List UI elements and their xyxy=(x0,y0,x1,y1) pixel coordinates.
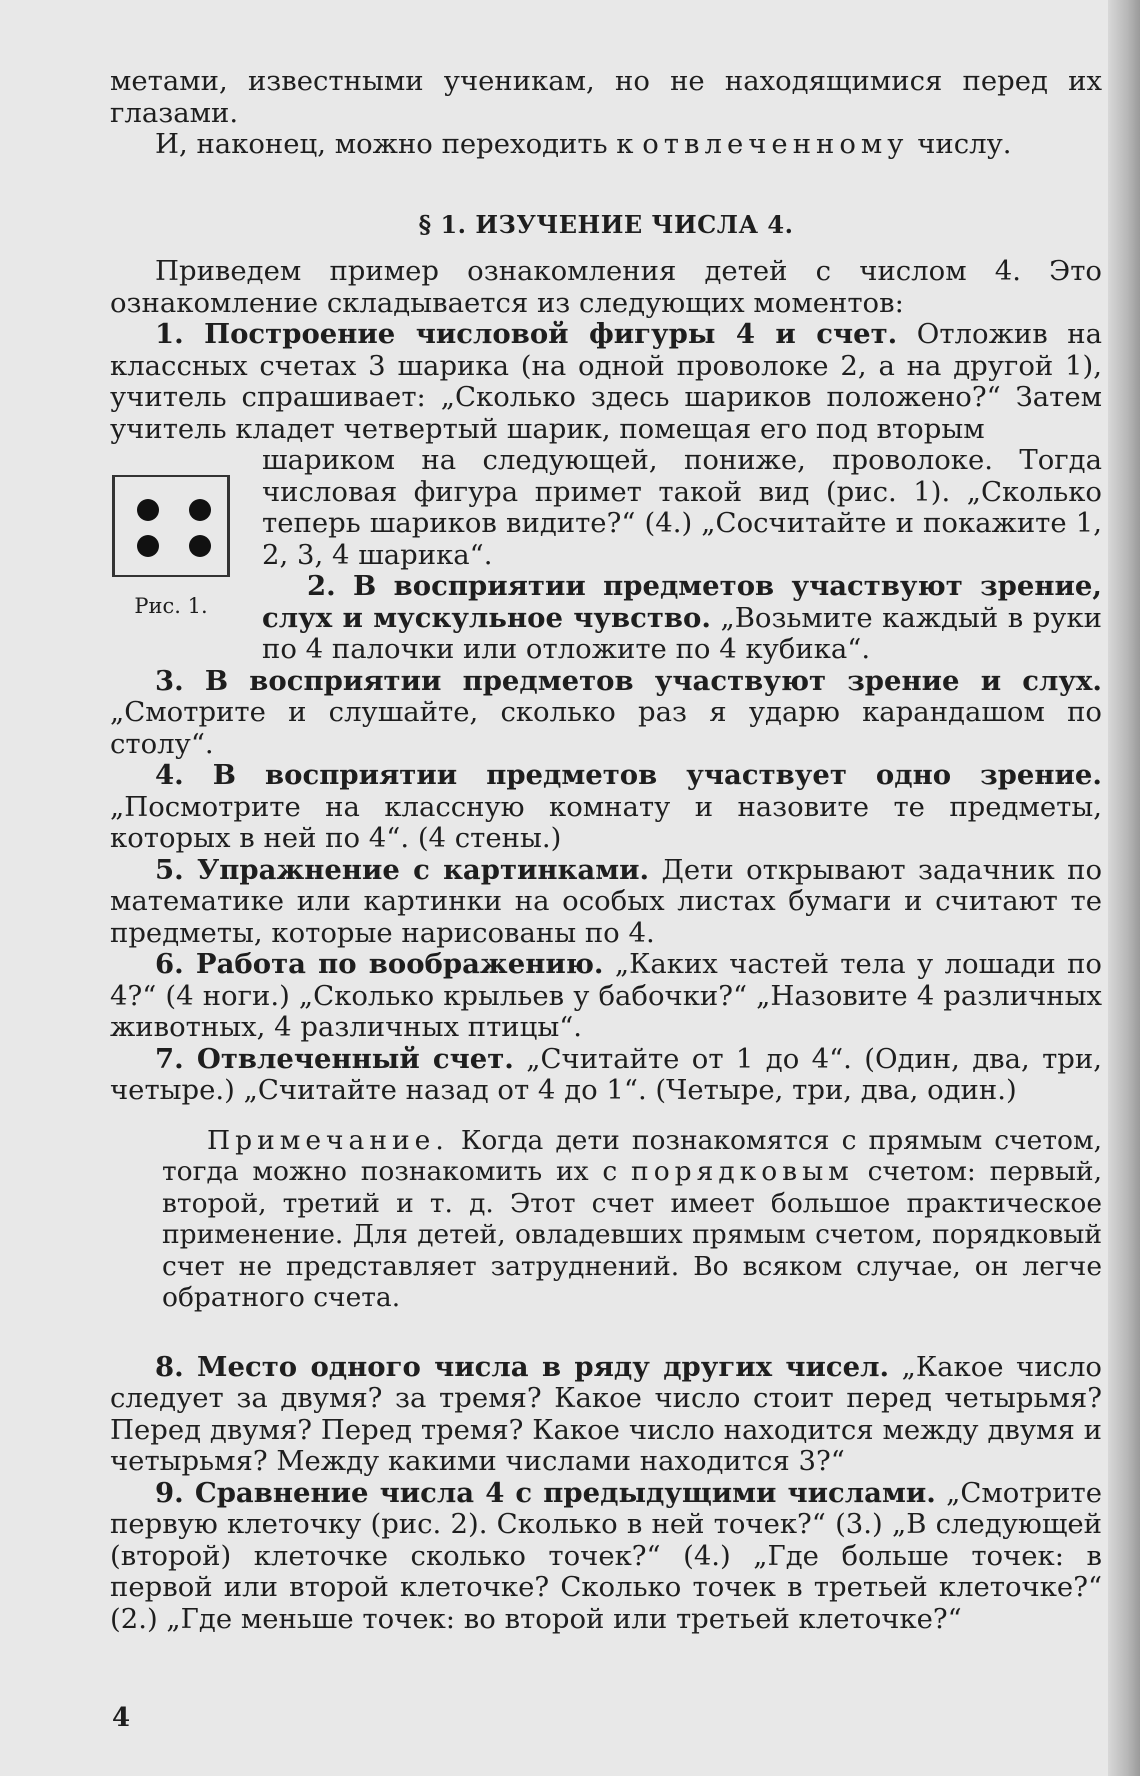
item-6 xyxy=(110,949,1102,1044)
item-3 xyxy=(110,666,1102,761)
item-2-text: „Возьмите каждый в руки по 4 палочки или отложите по 4 кубика“. xyxy=(262,601,1102,665)
item-9-heading: 9. Сравнение числа 4 с предыдущими числами. xyxy=(155,1476,936,1509)
item-1-continued: шариком на следующей, пониже, проволоке. Тогда числовая фигура примет такой вид (рис. 1). „Сколько теперь шариков видите?“ (4.) „Сосчитайте и покажите 1, 2, 3, 4 шарика“. xyxy=(262,444,1102,571)
item-2-heading: 2. В восприятии предметов участвуют зрение, слух и мускульное чувство. xyxy=(262,570,1102,634)
figure-1 xyxy=(110,475,232,623)
item-5-text: Дети открывают задачник по математике или картинки на особых листах бумаги и считают те предметы, которые нарисованы по 4. xyxy=(110,853,1102,949)
item-9-text: „Смотрите первую клеточку (рис. 2). Сколько в ней точек?“ (3.) „В следующей (второй) клеточке сколько точек?“ (4.) „Где больше точек: в первой или второй клеточке? Сколько точек в третьей клеточке?“ (2.) „Где меньше точек: во второй или третьей клеточке?“ xyxy=(110,1476,1102,1635)
spaced-word: отвлеченному xyxy=(642,128,909,160)
note-spaced-word: порядковым xyxy=(631,1156,854,1187)
figure-block xyxy=(110,445,1102,666)
note-text-end: счетом: первый, второй, третий и т. д. Этот счет имеет большое практическое применение. Для детей, овладевших прямым счетом, порядковый счет не представляет затруднений. Во всяком случае, он легче обратного счета. xyxy=(162,1156,1102,1313)
dot xyxy=(189,535,211,557)
item-4-heading: 4. В восприятии предметов участвует одно зрение. xyxy=(155,759,1102,791)
note-paragraph xyxy=(162,1125,1102,1314)
page-number: 4 xyxy=(112,1703,131,1733)
item-9 xyxy=(110,1478,1102,1636)
intro-text-end: числу. xyxy=(908,128,1012,160)
item-7-heading: 7. Отвлеченный счет. xyxy=(155,1042,514,1075)
intro-paragraph-2 xyxy=(110,129,1102,161)
item-8-text: „Какое число следует за двумя? за тремя? Какое число стоит перед четырьмя? Перед двумя? Перед тремя? Какое число находится между двумя и четырьмя? Между какими числами находится 3?“ xyxy=(110,1350,1102,1477)
item-1-heading: 1. Построение числовой фигуры 4 и счет. xyxy=(155,318,898,350)
item-8-heading: 8. Место одного числа в ряду других чисел. xyxy=(155,1350,890,1383)
item-1 xyxy=(110,319,1102,445)
section-title: § 1. ИЗУЧЕНИЕ ЧИСЛА 4. xyxy=(418,209,794,239)
lead-paragraph: Приведем пример ознакомления детей с числом 4. Это ознакомление складывается из следующих моментов: xyxy=(110,255,1102,319)
number-figure-4 xyxy=(112,475,230,577)
note-label: Примечание. xyxy=(207,1124,449,1156)
text-column xyxy=(110,66,1102,1635)
item-3-text: „Смотрите и слушайте, сколько раз я ударю карандашом по столу“. xyxy=(110,696,1102,760)
spacer xyxy=(110,1314,1102,1352)
item-8 xyxy=(110,1352,1102,1478)
figure-caption: Рис. 1. xyxy=(134,594,208,618)
item-7-text: „Считайте от 1 до 4“. (Один, два, три, четыре.) „Считайте назад от 4 до 1“. (Четыре, три, два, один.) xyxy=(110,1042,1102,1106)
item-1-text: Отложив на классных счетах 3 шарика (на одной проволоке 2, а на другой 1), учитель спрашивает: „Сколько здесь шариков положено?“ Затем учитель кладет четвертый шарик, помещая его под вторым xyxy=(110,318,1102,445)
intro-text: И, наконец, можно переходить к xyxy=(155,128,643,160)
item-2 xyxy=(262,571,1102,666)
dot xyxy=(189,499,211,521)
item-6-heading: 6. Работа по воображению. xyxy=(155,948,604,980)
dot xyxy=(137,535,159,557)
dot xyxy=(137,499,159,521)
note-text: Когда дети познакомятся с прямым счетом, тогда можно познакомить их с xyxy=(162,1124,1102,1187)
intro-paragraph: метами, известными ученикам, но не находящимися перед их глазами. xyxy=(110,65,1102,129)
item-4 xyxy=(110,760,1102,855)
item-7 xyxy=(110,1044,1102,1107)
item-5-heading: 5. Упражнение с картинками. xyxy=(155,853,650,886)
item-3-heading: 3. В восприятии предметов участвуют зрение и слух. xyxy=(155,664,1102,697)
item-6-text: „Каких частей тела у лошади по 4?“ (4 ноги.) „Сколько крыльев у бабочки?“ „Назовите 4 различных животных, 4 различных птицы“. xyxy=(110,948,1102,1043)
item-5 xyxy=(110,855,1102,950)
page-edge-shadow xyxy=(1108,0,1140,1776)
item-4-text: „Посмотрите на классную комнату и назовите те предметы, которых в ней по 4“. (4 стены.) xyxy=(110,790,1102,854)
